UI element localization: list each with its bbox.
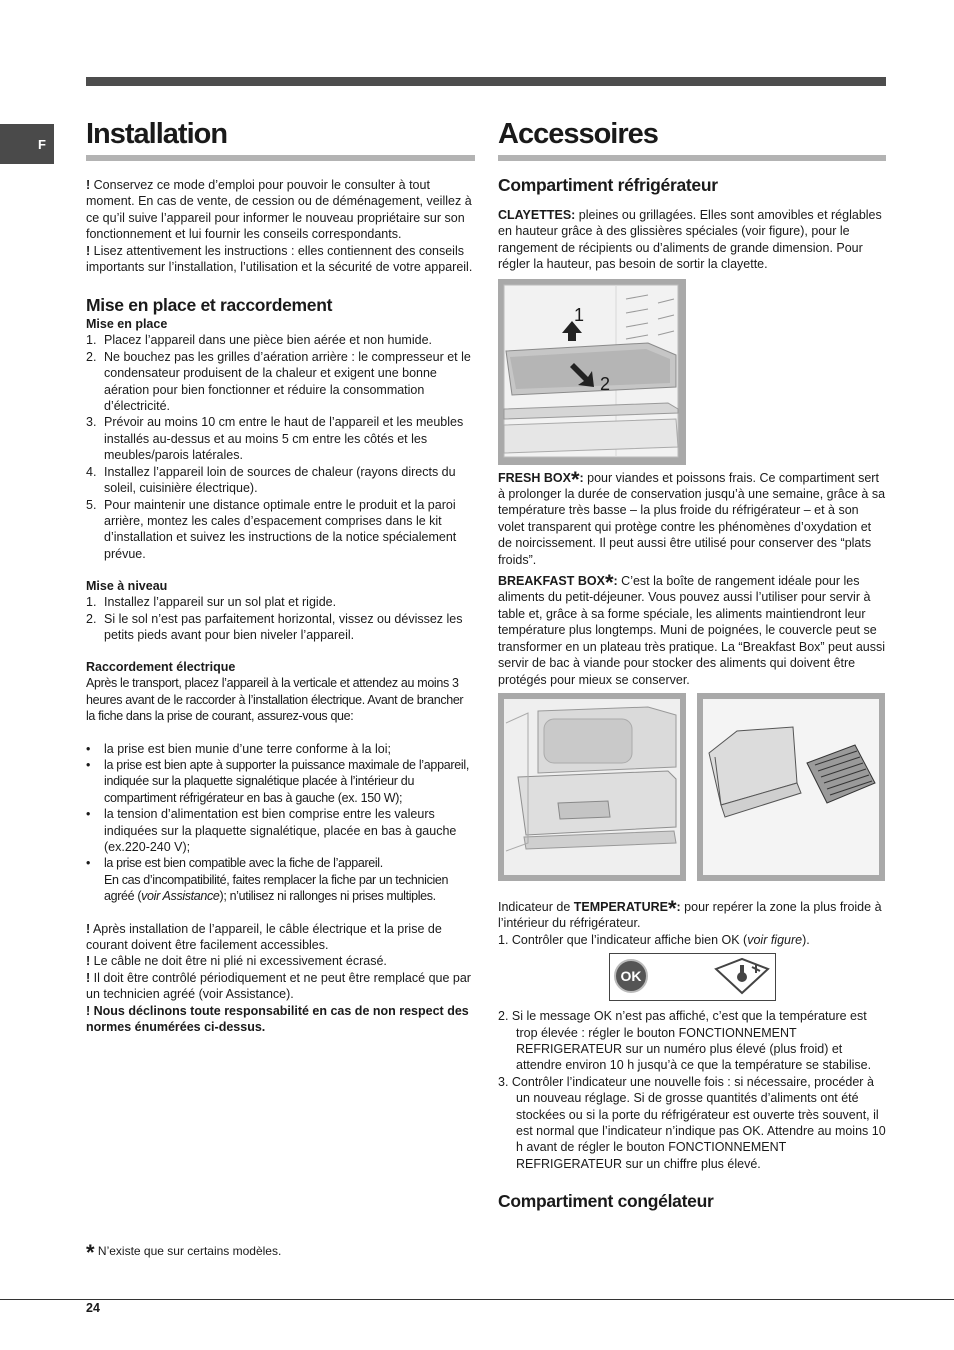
- subsection-title-raccordement: Raccordement électrique: [86, 660, 236, 675]
- footer-rule: [0, 1299, 954, 1300]
- temperature-step-1: [498, 932, 886, 948]
- item-text: Installez l’appareil sur un sol plat et rigide.: [104, 595, 337, 610]
- label-colon: :: [676, 899, 681, 914]
- warning-text: Après installation de l’appareil, le câble électrique et la prise de courant doivent être facilement accessibles.: [86, 921, 442, 953]
- bullet-item: [86, 757, 475, 806]
- temperature-prefix: Indicateur de: [498, 899, 574, 914]
- warnings-block: [86, 921, 475, 1036]
- page-number: 24: [86, 1301, 100, 1315]
- temperature-step: 2. Si le message OK n’est pas affiché, c’est que la température est trop élevée : régler le bouton FONCTIONNEMENT REFRIGERATEUR sur un numéro plus élevé (plus froid) et attendre environ 10 h jusqu’à ce que la température se stabilise.: [498, 1009, 872, 1073]
- footnote-text: N’existe que sur certains modèles.: [94, 1244, 282, 1258]
- footnote: [86, 1240, 282, 1265]
- drawer-figure: [498, 693, 686, 881]
- language-tab-label: F: [38, 136, 46, 152]
- installation-column: [86, 115, 475, 1035]
- item-text: Ne bouchez pas les grilles d’aération arrière : le compresseur et le condensateur produisent de la chaleur et exigent une bonne aération pour bien fonctionner et réduire la consommation d’électricité.: [104, 349, 471, 414]
- bullet-icon: •: [86, 807, 91, 822]
- warning-mark: !: [86, 954, 91, 969]
- step-text: ).: [802, 932, 810, 947]
- bullet-text: la prise est bien compatible avec la fiche de l’appareil.: [104, 856, 383, 871]
- final-warning: ! Nous déclinons toute responsabilité en cas de non respect des normes énumérées ci-dessus.: [86, 1003, 469, 1035]
- subsection-title-mise-en-place: Mise en place: [86, 317, 168, 332]
- list-item: [86, 332, 475, 348]
- asterisk-mark: *: [570, 466, 580, 492]
- item-text: Installez l’appareil loin de sources de chaleur (rayons directs du soleil, cuisinière électrique).: [104, 464, 456, 496]
- bullet-icon: •: [86, 757, 91, 772]
- item-number: 4.: [86, 464, 97, 479]
- bullet-text-italic: voir Assistance: [141, 889, 220, 904]
- section-title-mise-en-place-raccordement: Mise en place et raccordement: [86, 295, 333, 316]
- raccordement-bullets: [86, 741, 475, 905]
- temperature-indicator-figure: [609, 953, 776, 1001]
- bullet-item: [86, 855, 475, 904]
- item-text: Si le sol n’est pas parfaitement horizontal, vissez ou dévissez les petits pieds avant pour bien niveler l’appareil.: [104, 611, 463, 642]
- intro-paragraph: [86, 177, 475, 243]
- warning-mark: !: [86, 970, 91, 985]
- clayettes-paragraph: [498, 207, 886, 273]
- warning-mark: !: [86, 243, 91, 258]
- breakfast-box-text: C’est la boîte de rangement idéale pour les aliments du petit-déjeuner. Vous pouvez aussi l’utiliser pour servir à table et, grâce à sa forme spéciale, les aliments maintiendront leur température plus longtemps. Muni de poignées, le couvercle peut se transformer en un plateau très pratique. La “Breakfast Box” peut aussi servir de bac à viande pour stocker des aliments qui doivent être protégés pour mieux se conserver.: [498, 574, 886, 687]
- section-title-congelateur: Compartiment congélateur: [498, 1191, 714, 1212]
- bullet-text: la tension d’alimentation est bien comprise entre les valeurs indiquées sur la plaquette signalétique, placée en bas à gauche (ex.220-240 V);: [104, 807, 457, 854]
- item-number: 1.: [86, 595, 97, 610]
- fresh-box-text: pour viandes et poissons frais. Ce compartiment sert à prolonger la durée de conservation jusqu’à une semaine, grâce à sa température très basse – la plus froide du réfrigérateur – et à son volet transparent qui protège contre les phénomènes d’oxydation et de noircissement. Il peut aussi être utilisé pour conserver des “plats froids”.: [498, 470, 886, 567]
- installation-title: Installation: [86, 115, 475, 161]
- bullet-item: [86, 806, 475, 855]
- accessoires-column: [498, 115, 886, 1212]
- warning-paragraph: [86, 921, 475, 954]
- item-text: Pour maintenir une distance optimale entre le produit et la paroi arrière, montez les cales d’espacement comprises dans le kit d’installation et suivez les instructions de la notice spécialement prévue.: [104, 497, 457, 561]
- asterisk-mark: *: [667, 895, 677, 921]
- list-item: [86, 349, 475, 415]
- asterisk-mark: *: [86, 1240, 95, 1265]
- section-title-refrigerateur: Compartiment réfrigérateur: [498, 175, 718, 195]
- mise-a-niveau-list: [86, 594, 475, 643]
- warning-text: Il doit être contrôlé périodiquement et ne peut être remplacé que par un technicien agréé (voir Assistance).: [86, 970, 471, 1002]
- fresh-box-label: FRESH BOX: [498, 470, 571, 485]
- clayettes-label: CLAYETTES:: [498, 208, 576, 222]
- warning-text: Le câble ne doit être ni plié ni excessivement écrasé.: [90, 954, 387, 969]
- temperature-steps: [498, 1008, 886, 1172]
- temperature-step: 3. Contrôler l’indicateur une nouvelle fois : si nécessaire, procéder à un nouveau réglage. Si de grosse quantités d’aliments ont été stockées ou si la porte du réfrigérateur est ouverte très souvent, il est normal que l’indicateur n’indique pas OK. Attendre au moins 10 h avant de régler le bouton FONCTIONNEMENT REFRIGERATEUR sur un chiffre plus élevé.: [498, 1074, 886, 1171]
- mise-en-place-list: [86, 332, 475, 562]
- shelf-figure-label-1: 1: [574, 304, 585, 325]
- breakfast-box-label: BREAKFAST BOX: [498, 574, 605, 589]
- item-number: 5.: [86, 497, 97, 512]
- fresh-box-paragraph: [498, 466, 886, 568]
- shelf-figure-label-2: 2: [600, 373, 611, 394]
- warning-mark: !: [86, 921, 91, 936]
- temperature-paragraph: [498, 895, 886, 932]
- intro-text: Conservez ce mode d’emploi pour pouvoir le consulter à tout moment. En cas de vente, de cession ou de déménagement, veillez à ce qu’il suive l’appareil pour informer le nouveau propriétaire sur son fonctionnement et lui fournir les conseils correspondants.: [86, 178, 472, 242]
- temperature-label: TEMPERATURE: [573, 899, 668, 914]
- item-number: 2.: [86, 611, 97, 626]
- ok-indicator-label: OK: [620, 968, 642, 985]
- top-rule: [86, 77, 886, 86]
- step-text-italic: voir figure: [747, 932, 803, 947]
- bullet-text: la prise est bien apte à supporter la puissance maximale de l’appareil, indiquée sur la plaquette signalétique placée à l’intérieur du compartiment réfrigérateur en bas à gauche (ex. 150 W);: [104, 757, 470, 805]
- list-item: [86, 464, 475, 497]
- shelf-illustration: [498, 279, 686, 465]
- step-text: 1. Contrôler que l’indicateur affiche bien OK (: [498, 932, 748, 947]
- language-tab: [0, 124, 54, 164]
- warning-paragraph: [86, 953, 475, 969]
- bullet-item: [86, 741, 475, 757]
- bullet-text: ); n’utilisez ni rallonges ni prises multiples.: [219, 889, 436, 904]
- ok-indicator-icon: [614, 959, 648, 993]
- warning-paragraph: [86, 970, 475, 1003]
- breakfast-box-paragraph: [498, 570, 886, 688]
- breakfast-box-photo: [697, 693, 885, 881]
- item-text: Placez l’appareil dans une pièce bien aérée et non humide.: [104, 333, 433, 348]
- bullet-text: En cas d’incompatibilité, faites remplacer la fiche par un technicien agréé (: [104, 872, 449, 904]
- list-item: [86, 594, 475, 610]
- intro-text: Lisez attentivement les instructions : elles contiennent des conseils importants sur l’installation, l’utilisation et la sécurité de votre appareil.: [86, 243, 473, 275]
- breakfast-box-figures: [498, 693, 886, 881]
- label-colon: :: [613, 574, 618, 589]
- breakfast-box-illustration: [697, 693, 885, 881]
- list-item: [86, 497, 475, 563]
- bullet-icon: •: [86, 741, 91, 756]
- list-item: [86, 611, 475, 644]
- label-colon: :: [579, 470, 584, 485]
- bullet-text: la prise est bien munie d’une terre conforme à la loi;: [104, 741, 391, 756]
- intro-paragraph: [86, 243, 475, 276]
- thermometer-snowflake-icon: [712, 957, 772, 997]
- subsection-title-mise-a-niveau: Mise à niveau: [86, 579, 168, 594]
- temperature-text: pour repérer la zone la plus froide à l’intérieur du réfrigérateur.: [498, 899, 882, 931]
- bullet-icon: •: [86, 856, 91, 871]
- accessoires-title: Accessoires: [498, 115, 886, 161]
- item-number: 3.: [86, 415, 97, 430]
- drawer-illustration: [498, 693, 686, 881]
- item-number: 1.: [86, 333, 97, 348]
- asterisk-mark: *: [604, 570, 614, 596]
- intro-block: [86, 177, 475, 275]
- warning-mark: !: [86, 178, 91, 192]
- item-number: 2.: [86, 349, 97, 364]
- list-item: [86, 414, 475, 463]
- item-text: Prévoir au moins 10 cm entre le haut de l’appareil et les meubles installés au-dessus et au moins 5 cm entre les côtés et les meubles/parois latérales.: [104, 415, 464, 463]
- raccordement-intro: Après le transport, placez l’appareil à la verticale et attendez au moins 3 heures avant de le raccorder à l’installation électrique. Avant de brancher la fiche dans la prise de courant, assurez-vous que:: [86, 676, 464, 724]
- clayettes-text: pleines ou grillagées. Elles sont amovibles et réglables en hauteur grâce à des glissières spéciales (voir figure), pour le rangement de récipients ou d’aliments de grande dimension. Pour régler la hauteur, pas besoin de sortir la clayette.: [498, 208, 882, 272]
- shelf-figure: [498, 279, 686, 465]
